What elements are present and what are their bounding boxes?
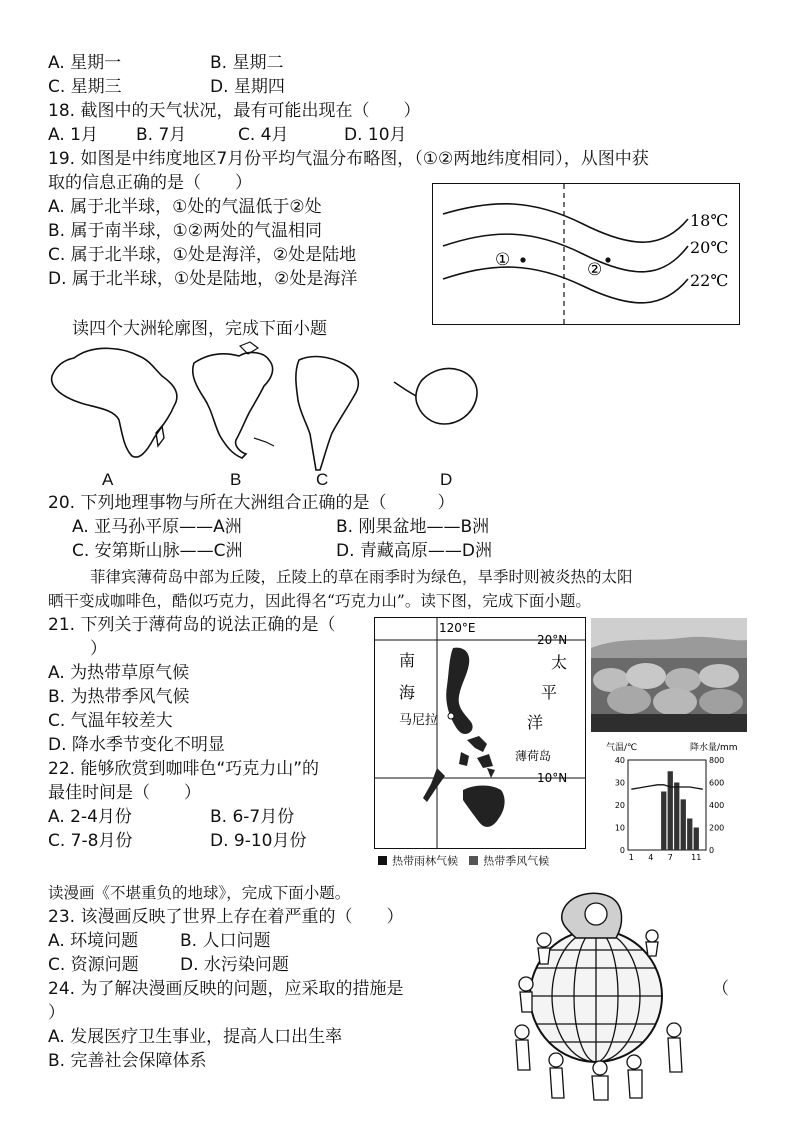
q24-paren-open: （ [712, 979, 729, 999]
legend-swatch-rainforest [378, 856, 387, 865]
map-legend [378, 850, 598, 868]
temp-tick-20: 20 [614, 801, 625, 810]
legend-monsoon-label: 热带季风气候 [483, 854, 550, 868]
point-1-dot [520, 257, 525, 262]
temp-tick-40: 40 [614, 756, 625, 765]
q17-option-c: C. 星期三 [48, 77, 122, 97]
north-america-outline [193, 353, 273, 458]
q21-option-d: D. 降水季节变化不明显 [48, 735, 225, 755]
visayas-island-3 [459, 752, 469, 766]
temp-tick-30: 30 [614, 778, 625, 788]
visayas-island-1 [467, 736, 487, 752]
isotherm-line-22 [443, 267, 688, 303]
q18-option-b: B. 7月 [136, 125, 187, 145]
q19-option-c: C. 属于北半球，①处是海洋，②处是陆地 [48, 245, 357, 265]
temp-tick-0: 0 [619, 846, 625, 855]
q18-option-d: D. 10月 [344, 125, 407, 145]
caribbean-islands [254, 438, 274, 446]
madagascar-outline [156, 426, 164, 446]
lon-120e-label: 120°E [439, 621, 476, 635]
climate-ylabel-right: 降水量/mm [690, 743, 738, 753]
precip-tick-800: 800 [709, 756, 725, 765]
isotherm-line-20 [443, 234, 688, 272]
bohol-intro-line2: 晒干变成咖啡色，酷似巧克力，因此得名“巧克力山”。读下图，完成下面小题。 [48, 592, 591, 610]
q18-option-a: A. 1月 [48, 125, 98, 145]
q18-stem: 18. 截图中的天气状况，最有可能出现在（ ） [48, 101, 421, 121]
precip-bar-6 [661, 792, 666, 851]
chocolate-hills-photo [591, 618, 747, 732]
q20-option-d: D. 青藏高原——D洲 [336, 541, 492, 561]
q19-stem-line2: 取的信息正确的是（ ） [48, 173, 252, 193]
isotherm-svg [433, 184, 739, 324]
month-tick-4: 4 [648, 853, 654, 862]
sea-label-nan: 南 [399, 651, 416, 670]
q20-option-a: A. 亚马孙平原——A洲 [72, 517, 242, 537]
isotherm-label-22: 22℃ [690, 271, 729, 290]
continent-svg [44, 338, 484, 488]
q20-stem: 20. 下列地理事物与所在大洲组合正确的是（ ） [48, 493, 455, 513]
cartoon-overburdened-earth [496, 884, 696, 1106]
q17-option-b: B. 星期二 [210, 53, 284, 73]
q21-option-c: C. 气温年较差大 [48, 711, 173, 731]
q19-option-b: B. 属于南半球，①②两处的气温相同 [48, 221, 322, 241]
month-tick-1: 1 [628, 853, 634, 862]
month-tick-7: 7 [667, 853, 673, 862]
precip-bar-11 [694, 828, 699, 851]
precip-tick-200: 200 [709, 823, 725, 833]
legend-swatch-monsoon [469, 856, 478, 865]
bohol-intro-line1: 菲律宾薄荷岛中部为丘陵，丘陵上的草在雨季时为绿色，旱季时则被炎热的太阳 [90, 568, 633, 586]
ocean-label-tai: 太 [551, 653, 568, 672]
lat-20n-label: 20°N [537, 633, 568, 647]
q21-option-a: A. 为热带草原气候 [48, 663, 190, 683]
antarctica-outline [416, 368, 477, 424]
q24-paren-close: ） [48, 1003, 65, 1023]
south-america-outline [296, 357, 358, 470]
q23-option-b: B. 人口问题 [180, 931, 271, 951]
cartoon-intro: 读漫画《不堪重负的地球》，完成下面小题。 [48, 884, 351, 902]
luzon-island [446, 648, 472, 734]
point-1-label: ① [495, 250, 511, 270]
ocean-label-ping: 平 [541, 683, 558, 702]
climate-chart [596, 738, 756, 862]
point-2-label: ② [587, 260, 603, 280]
chocolate-hills-svg [591, 618, 747, 732]
q24-option-b: B. 完善社会保障体系 [48, 1051, 207, 1071]
mindanao-island [463, 786, 505, 827]
precip-tick-400: 400 [709, 801, 725, 810]
q23-option-d: D. 水污染问题 [180, 955, 289, 975]
climate-ylabel-left: 气温/℃ [606, 743, 638, 753]
q19-stem-line1: 19. 如图是中纬度地区7月份平均气温分布略图，（①②两地纬度相同），从图中获 [48, 149, 649, 169]
q22-option-a: A. 2-4月份 [48, 807, 132, 827]
month-tick-11: 11 [691, 853, 702, 862]
precip-bar-8 [674, 783, 679, 851]
q20-option-b: B. 刚果盆地——B洲 [336, 517, 490, 537]
lat-10n-label: 10°N [537, 771, 568, 785]
q23-stem: 23. 该漫画反映了世界上存在着严重的（ ） [48, 907, 404, 927]
q23-option-a: A. 环境问题 [48, 931, 139, 951]
q24-stem: 24. 为了解决漫画反映的问题，应采取的措施是 [48, 979, 404, 999]
philippines-svg [375, 618, 585, 848]
mother-face [585, 903, 607, 925]
ocean-label-yang: 洋 [527, 713, 544, 732]
q22-option-d: D. 9-10月份 [210, 831, 307, 851]
continent-label-c: C [316, 470, 329, 489]
climate-chart-svg [596, 738, 756, 862]
philippines-map [374, 617, 586, 849]
bohol-label: 薄荷岛 [515, 749, 552, 763]
precip-bar-9 [681, 799, 686, 850]
q21-stem-line2: ） [90, 639, 107, 659]
q18-option-c: C. 4月 [238, 125, 289, 145]
cartoon-svg [496, 884, 696, 1106]
isotherm-label-20: 20℃ [690, 238, 729, 257]
precip-bar-10 [687, 819, 692, 851]
palawan-island [423, 768, 445, 802]
q22-option-b: B. 6-7月份 [210, 807, 295, 827]
q24-option-a: A. 发展医疗卫生事业，提高人口出生率 [48, 1027, 343, 1047]
manila-marker [448, 713, 454, 719]
antarctic-peninsula [394, 382, 416, 396]
continent-label-d: D [440, 470, 453, 489]
isotherm-figure [432, 183, 740, 325]
q23-option-c: C. 资源问题 [48, 955, 139, 975]
continents-intro: 读四个大洲轮廓图，完成下面小题 [72, 319, 327, 339]
q22-stem-line2: 最佳时间是（ ） [48, 783, 201, 803]
sea-label-hai: 海 [399, 683, 416, 702]
precip-tick-0: 0 [709, 846, 715, 855]
isotherm-label-18: 18℃ [690, 211, 729, 230]
continent-label-a: A [102, 470, 114, 489]
africa-outline [52, 348, 177, 457]
point-2-dot [605, 257, 610, 262]
q21-stem-line1: 21. 下列关于薄荷岛的说法正确的是（ [48, 615, 336, 635]
precip-bar-7 [668, 771, 673, 850]
q17-option-a: A. 星期一 [48, 53, 122, 73]
temp-tick-10: 10 [614, 823, 625, 833]
temperature-line [631, 785, 703, 789]
precip-tick-600: 600 [709, 778, 725, 788]
legend-rainforest-label: 热带雨林气候 [392, 854, 459, 868]
continent-label-b: B [230, 470, 242, 489]
manila-label: 马尼拉 [399, 713, 439, 728]
visayas-island-2 [477, 754, 493, 768]
q19-option-d: D. 属于北半球，①处是陆地，②处是海洋 [48, 269, 358, 289]
q22-option-c: C. 7-8月份 [48, 831, 133, 851]
q17-option-d: D. 星期四 [210, 77, 285, 97]
q20-option-c: C. 安第斯山脉——C洲 [72, 541, 243, 561]
q22-stem-line1: 22. 能够欣赏到咖啡色“巧克力山”的 [48, 759, 320, 779]
q21-option-b: B. 为热带季风气候 [48, 687, 190, 707]
bohol-island [487, 768, 495, 778]
continent-outlines [44, 338, 484, 488]
q19-option-a: A. 属于北半球，①处的气温低于②处 [48, 197, 322, 217]
